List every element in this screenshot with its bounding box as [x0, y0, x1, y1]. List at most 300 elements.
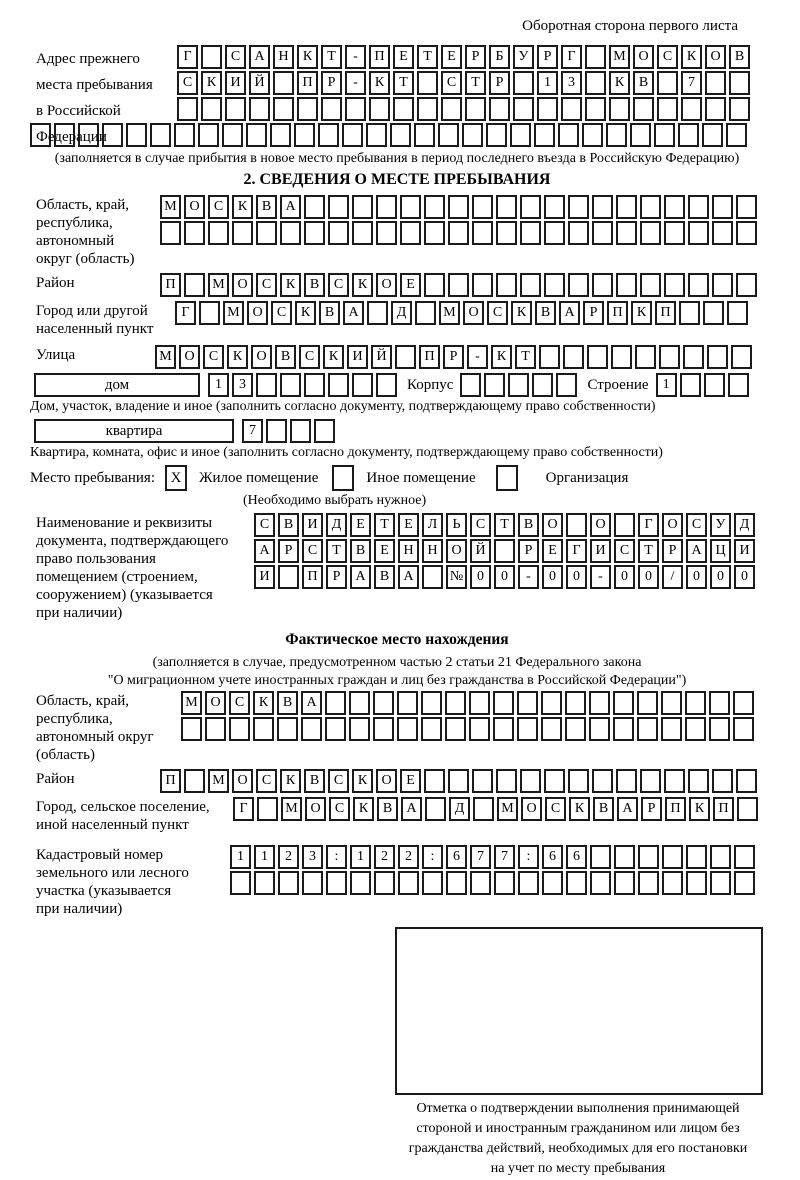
char-box[interactable]: О — [232, 769, 253, 793]
char-box[interactable] — [657, 97, 678, 121]
char-box[interactable] — [472, 221, 493, 245]
char-box[interactable] — [198, 123, 219, 147]
char-box[interactable]: Л — [422, 513, 443, 537]
char-box[interactable]: К — [201, 71, 222, 95]
char-box[interactable]: В — [275, 345, 296, 369]
char-box[interactable] — [425, 797, 446, 821]
char-box[interactable] — [400, 195, 421, 219]
char-box[interactable]: М — [281, 797, 302, 821]
char-box[interactable] — [517, 691, 538, 715]
char-box[interactable] — [232, 221, 253, 245]
char-box[interactable] — [685, 717, 706, 741]
char-box[interactable]: С — [256, 769, 277, 793]
char-box[interactable] — [184, 769, 205, 793]
char-box[interactable] — [640, 195, 661, 219]
char-box[interactable]: Н — [273, 45, 294, 69]
char-box[interactable]: - — [518, 565, 539, 589]
char-box[interactable]: К — [253, 691, 274, 715]
char-box[interactable] — [376, 221, 397, 245]
char-box[interactable] — [520, 273, 541, 297]
char-box[interactable] — [590, 845, 611, 869]
char-box[interactable]: 3 — [232, 373, 253, 397]
char-box[interactable]: 2 — [278, 845, 299, 869]
char-box[interactable] — [613, 691, 634, 715]
char-box[interactable]: Е — [441, 45, 462, 69]
char-box[interactable] — [659, 345, 680, 369]
char-box[interactable]: И — [347, 345, 368, 369]
char-box[interactable] — [472, 273, 493, 297]
char-box[interactable]: Н — [422, 539, 443, 563]
char-box[interactable] — [376, 373, 397, 397]
char-box[interactable]: У — [710, 513, 731, 537]
char-box[interactable]: 2 — [374, 845, 395, 869]
char-box[interactable]: С — [271, 301, 292, 325]
char-box[interactable] — [374, 871, 395, 895]
char-box[interactable] — [328, 221, 349, 245]
char-box[interactable] — [414, 123, 435, 147]
char-box[interactable] — [683, 345, 704, 369]
char-box[interactable]: Г — [233, 797, 254, 821]
char-box[interactable] — [565, 691, 586, 715]
char-box[interactable] — [393, 97, 414, 121]
char-box[interactable]: А — [350, 565, 371, 589]
char-box[interactable]: И — [734, 539, 755, 563]
char-box[interactable] — [318, 123, 339, 147]
char-box[interactable]: 1 — [537, 71, 558, 95]
char-box[interactable] — [470, 871, 491, 895]
char-box[interactable] — [664, 195, 685, 219]
char-box[interactable]: 0 — [470, 565, 491, 589]
char-box[interactable] — [704, 373, 725, 397]
char-box[interactable]: Д — [391, 301, 412, 325]
char-box[interactable] — [664, 221, 685, 245]
char-box[interactable] — [544, 769, 565, 793]
char-box[interactable] — [679, 301, 700, 325]
char-box[interactable] — [518, 871, 539, 895]
char-box[interactable]: М — [497, 797, 518, 821]
char-box[interactable] — [520, 195, 541, 219]
char-box[interactable] — [462, 123, 483, 147]
char-box[interactable]: В — [633, 71, 654, 95]
char-box[interactable]: А — [254, 539, 275, 563]
char-box[interactable]: Р — [662, 539, 683, 563]
char-box[interactable]: Е — [374, 539, 395, 563]
char-box[interactable] — [184, 221, 205, 245]
char-box[interactable] — [160, 221, 181, 245]
char-box[interactable] — [638, 871, 659, 895]
char-box[interactable] — [712, 221, 733, 245]
char-box[interactable]: О — [251, 345, 272, 369]
char-box[interactable] — [640, 769, 661, 793]
char-box[interactable]: : — [422, 845, 443, 869]
char-box[interactable]: О — [590, 513, 611, 537]
char-box[interactable] — [342, 123, 363, 147]
char-box[interactable]: 0 — [710, 565, 731, 589]
char-box[interactable] — [664, 769, 685, 793]
char-box[interactable]: С — [686, 513, 707, 537]
char-box[interactable] — [726, 123, 747, 147]
char-box[interactable]: К — [227, 345, 248, 369]
char-box[interactable]: М — [155, 345, 176, 369]
char-box[interactable] — [304, 221, 325, 245]
char-box[interactable] — [589, 717, 610, 741]
char-box[interactable]: М — [609, 45, 630, 69]
char-box[interactable]: П — [160, 273, 181, 297]
char-box[interactable] — [496, 273, 517, 297]
char-box[interactable]: В — [350, 539, 371, 563]
char-box[interactable] — [445, 717, 466, 741]
char-box[interactable] — [225, 97, 246, 121]
char-box[interactable] — [541, 691, 562, 715]
char-box[interactable] — [734, 845, 755, 869]
char-box[interactable]: 1 — [350, 845, 371, 869]
char-box[interactable]: У — [513, 45, 534, 69]
char-box[interactable]: 6 — [542, 845, 563, 869]
char-box[interactable] — [397, 691, 418, 715]
char-box[interactable]: К — [681, 45, 702, 69]
char-box[interactable]: К — [511, 301, 532, 325]
char-box[interactable] — [592, 769, 613, 793]
char-box[interactable] — [544, 195, 565, 219]
char-box[interactable] — [544, 273, 565, 297]
char-box[interactable]: Т — [465, 71, 486, 95]
char-box[interactable] — [270, 123, 291, 147]
char-box[interactable]: П — [369, 45, 390, 69]
char-box[interactable] — [568, 273, 589, 297]
char-box[interactable] — [568, 769, 589, 793]
char-box[interactable]: Й — [470, 539, 491, 563]
char-box[interactable] — [616, 769, 637, 793]
char-box[interactable] — [472, 769, 493, 793]
char-box[interactable] — [290, 419, 311, 443]
char-box[interactable] — [664, 273, 685, 297]
char-box[interactable] — [345, 97, 366, 121]
char-box[interactable] — [582, 123, 603, 147]
char-box[interactable] — [493, 717, 514, 741]
char-box[interactable] — [395, 345, 416, 369]
char-box[interactable]: С — [328, 769, 349, 793]
char-box[interactable] — [415, 301, 436, 325]
char-box[interactable] — [737, 797, 758, 821]
char-box[interactable]: Т — [417, 45, 438, 69]
char-box[interactable]: К — [352, 273, 373, 297]
char-box[interactable] — [520, 221, 541, 245]
char-box[interactable] — [493, 691, 514, 715]
char-box[interactable] — [349, 717, 370, 741]
char-box[interactable] — [616, 221, 637, 245]
char-box[interactable] — [734, 871, 755, 895]
char-box[interactable]: С — [441, 71, 462, 95]
char-box[interactable] — [465, 97, 486, 121]
char-box[interactable] — [484, 373, 505, 397]
char-box[interactable]: - — [345, 45, 366, 69]
char-box[interactable] — [294, 123, 315, 147]
char-box[interactable]: П — [655, 301, 676, 325]
char-box[interactable]: Р — [641, 797, 662, 821]
char-box[interactable] — [390, 123, 411, 147]
char-box[interactable]: О — [232, 273, 253, 297]
char-box[interactable] — [709, 717, 730, 741]
char-box[interactable]: Т — [515, 345, 536, 369]
char-box[interactable]: В — [278, 513, 299, 537]
char-box[interactable]: 1 — [208, 373, 229, 397]
char-box[interactable] — [568, 221, 589, 245]
char-box[interactable]: С — [203, 345, 224, 369]
char-box[interactable] — [438, 123, 459, 147]
char-box[interactable] — [469, 717, 490, 741]
char-box[interactable] — [590, 871, 611, 895]
char-box[interactable]: С — [256, 273, 277, 297]
char-box[interactable]: К — [297, 45, 318, 69]
char-box[interactable] — [728, 373, 749, 397]
char-box[interactable]: - — [345, 71, 366, 95]
char-box[interactable]: О — [376, 769, 397, 793]
char-box[interactable]: Г — [566, 539, 587, 563]
char-box[interactable] — [174, 123, 195, 147]
char-box[interactable]: О — [463, 301, 484, 325]
char-box[interactable]: О — [184, 195, 205, 219]
char-box[interactable]: О — [521, 797, 542, 821]
char-box[interactable]: К — [295, 301, 316, 325]
char-box[interactable] — [568, 195, 589, 219]
char-box[interactable] — [544, 221, 565, 245]
char-box[interactable]: И — [590, 539, 611, 563]
char-box[interactable] — [266, 419, 287, 443]
char-box[interactable]: Т — [374, 513, 395, 537]
char-box[interactable]: В — [374, 565, 395, 589]
char-box[interactable]: В — [319, 301, 340, 325]
char-box[interactable]: 7 — [470, 845, 491, 869]
char-box[interactable]: Г — [638, 513, 659, 537]
char-box[interactable] — [301, 717, 322, 741]
char-box[interactable] — [565, 717, 586, 741]
char-box[interactable] — [688, 273, 709, 297]
char-box[interactable] — [510, 123, 531, 147]
char-box[interactable]: Г — [177, 45, 198, 69]
char-box[interactable]: А — [401, 797, 422, 821]
char-box[interactable]: П — [665, 797, 686, 821]
char-box[interactable] — [685, 691, 706, 715]
char-box[interactable]: М — [181, 691, 202, 715]
char-box[interactable]: К — [280, 273, 301, 297]
char-box[interactable] — [688, 221, 709, 245]
char-box[interactable] — [397, 717, 418, 741]
char-box[interactable] — [712, 195, 733, 219]
char-box[interactable] — [304, 373, 325, 397]
char-box[interactable] — [614, 513, 635, 537]
char-box[interactable]: В — [377, 797, 398, 821]
char-box[interactable] — [680, 373, 701, 397]
char-box[interactable]: С — [657, 45, 678, 69]
char-box[interactable] — [302, 871, 323, 895]
char-box[interactable] — [731, 345, 752, 369]
char-box[interactable] — [736, 221, 757, 245]
char-box[interactable] — [398, 871, 419, 895]
char-box[interactable] — [496, 221, 517, 245]
char-box[interactable]: : — [326, 845, 347, 869]
char-box[interactable] — [201, 97, 222, 121]
char-box[interactable] — [373, 691, 394, 715]
char-box[interactable]: 1 — [230, 845, 251, 869]
char-box[interactable] — [230, 871, 251, 895]
char-box[interactable] — [539, 345, 560, 369]
char-box[interactable]: Е — [350, 513, 371, 537]
char-box[interactable] — [201, 45, 222, 69]
char-box[interactable]: И — [225, 71, 246, 95]
char-box[interactable] — [592, 195, 613, 219]
char-box[interactable]: Д — [449, 797, 470, 821]
char-box[interactable] — [486, 123, 507, 147]
char-box[interactable]: И — [254, 565, 275, 589]
char-box[interactable]: С — [254, 513, 275, 537]
char-box[interactable]: Р — [489, 71, 510, 95]
char-box[interactable] — [705, 97, 726, 121]
char-box[interactable] — [640, 221, 661, 245]
char-box[interactable] — [733, 691, 754, 715]
char-box[interactable]: Й — [371, 345, 392, 369]
char-box[interactable] — [277, 717, 298, 741]
char-box[interactable] — [473, 797, 494, 821]
char-box[interactable] — [520, 769, 541, 793]
char-box[interactable]: К — [689, 797, 710, 821]
char-box[interactable] — [614, 845, 635, 869]
char-box[interactable] — [424, 769, 445, 793]
char-box[interactable]: Т — [638, 539, 659, 563]
char-box[interactable] — [494, 871, 515, 895]
char-box[interactable] — [424, 195, 445, 219]
char-box[interactable]: 0 — [734, 565, 755, 589]
char-box[interactable]: С — [614, 539, 635, 563]
char-box[interactable] — [561, 97, 582, 121]
char-box[interactable] — [517, 717, 538, 741]
char-box[interactable]: 7 — [681, 71, 702, 95]
char-box[interactable] — [417, 97, 438, 121]
char-box[interactable]: Р — [321, 71, 342, 95]
char-box[interactable] — [712, 769, 733, 793]
char-box[interactable] — [246, 123, 267, 147]
char-box[interactable] — [181, 717, 202, 741]
char-box[interactable] — [199, 301, 220, 325]
char-box[interactable]: О — [705, 45, 726, 69]
char-box[interactable] — [729, 71, 750, 95]
char-box[interactable] — [558, 123, 579, 147]
char-box[interactable] — [321, 97, 342, 121]
char-box[interactable] — [592, 221, 613, 245]
char-box[interactable] — [373, 717, 394, 741]
char-box[interactable]: А — [343, 301, 364, 325]
char-box[interactable]: Е — [400, 273, 421, 297]
char-box[interactable] — [513, 97, 534, 121]
char-box[interactable]: Т — [321, 45, 342, 69]
char-box[interactable]: К — [353, 797, 374, 821]
char-box[interactable]: П — [302, 565, 323, 589]
char-box[interactable] — [661, 691, 682, 715]
char-box[interactable] — [349, 691, 370, 715]
char-box[interactable] — [445, 691, 466, 715]
char-box[interactable] — [448, 273, 469, 297]
char-box[interactable] — [736, 769, 757, 793]
char-box[interactable] — [400, 221, 421, 245]
char-box[interactable]: - — [590, 565, 611, 589]
char-box[interactable]: С — [208, 195, 229, 219]
char-box[interactable] — [736, 195, 757, 219]
char-box[interactable] — [328, 373, 349, 397]
char-box[interactable]: Г — [175, 301, 196, 325]
char-box[interactable] — [229, 717, 250, 741]
char-box[interactable] — [686, 871, 707, 895]
char-box[interactable]: М — [208, 769, 229, 793]
char-box[interactable] — [422, 565, 443, 589]
char-box[interactable]: А — [398, 565, 419, 589]
char-box[interactable] — [707, 345, 728, 369]
char-box[interactable] — [640, 273, 661, 297]
char-box[interactable]: 0 — [614, 565, 635, 589]
char-box[interactable]: В — [729, 45, 750, 69]
char-box[interactable] — [304, 195, 325, 219]
char-box[interactable] — [585, 45, 606, 69]
char-box[interactable] — [637, 717, 658, 741]
char-box[interactable] — [630, 123, 651, 147]
char-box[interactable]: Е — [393, 45, 414, 69]
char-box[interactable] — [736, 273, 757, 297]
char-box[interactable] — [208, 221, 229, 245]
char-box[interactable] — [256, 221, 277, 245]
char-box[interactable] — [205, 717, 226, 741]
char-box[interactable] — [729, 97, 750, 121]
char-box[interactable] — [703, 301, 724, 325]
char-box[interactable] — [280, 373, 301, 397]
char-box[interactable] — [678, 123, 699, 147]
char-box[interactable] — [328, 195, 349, 219]
char-box[interactable] — [448, 769, 469, 793]
char-box[interactable]: 3 — [302, 845, 323, 869]
char-box[interactable]: Е — [542, 539, 563, 563]
char-box[interactable]: А — [301, 691, 322, 715]
char-box[interactable] — [688, 195, 709, 219]
char-box[interactable] — [469, 691, 490, 715]
char-box[interactable] — [616, 195, 637, 219]
char-box[interactable]: А — [559, 301, 580, 325]
char-box[interactable] — [508, 373, 529, 397]
char-box[interactable]: 1 — [254, 845, 275, 869]
char-box[interactable] — [257, 797, 278, 821]
char-box[interactable] — [472, 195, 493, 219]
char-box[interactable]: М — [160, 195, 181, 219]
char-box[interactable] — [367, 301, 388, 325]
char-box[interactable]: В — [518, 513, 539, 537]
char-box[interactable]: П — [297, 71, 318, 95]
char-box[interactable] — [662, 871, 683, 895]
char-box[interactable]: П — [419, 345, 440, 369]
char-box[interactable] — [496, 769, 517, 793]
char-box[interactable] — [352, 373, 373, 397]
char-box[interactable]: 0 — [638, 565, 659, 589]
char-box[interactable] — [637, 691, 658, 715]
char-box[interactable]: : — [518, 845, 539, 869]
char-box[interactable]: С — [299, 345, 320, 369]
char-box[interactable] — [532, 373, 553, 397]
char-box[interactable] — [424, 273, 445, 297]
char-box[interactable] — [350, 871, 371, 895]
char-box[interactable]: С — [470, 513, 491, 537]
char-box[interactable] — [280, 221, 301, 245]
char-box[interactable]: Т — [393, 71, 414, 95]
char-box[interactable]: О — [247, 301, 268, 325]
char-box[interactable] — [273, 71, 294, 95]
char-box[interactable] — [326, 871, 347, 895]
char-box[interactable] — [534, 123, 555, 147]
char-box[interactable] — [592, 273, 613, 297]
